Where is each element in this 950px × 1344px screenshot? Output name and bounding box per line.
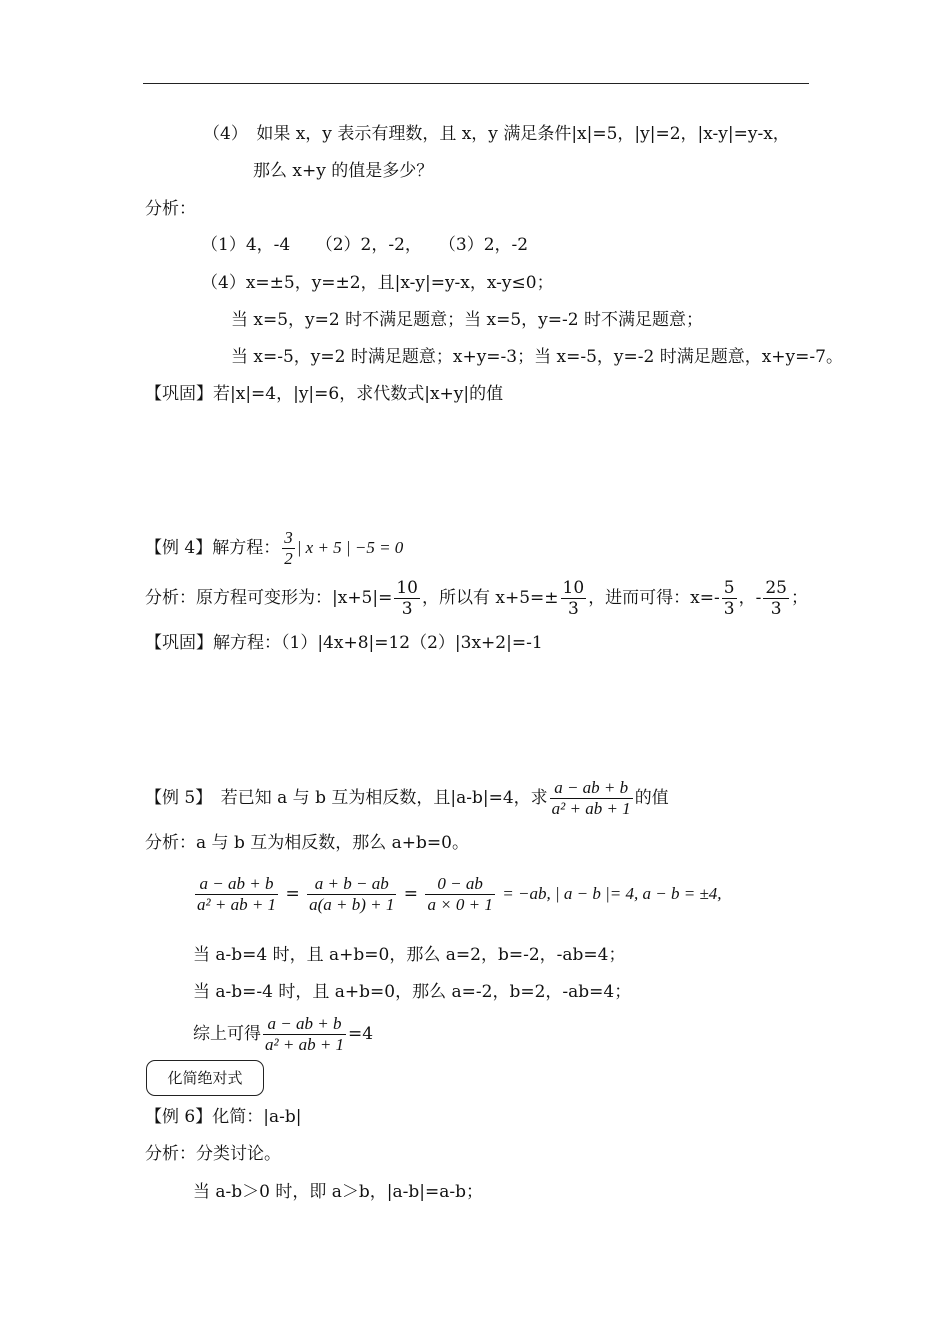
summary-text: 综上可得 <box>193 1024 261 1044</box>
fraction-expression <box>263 1014 346 1055</box>
fraction-10-3 <box>394 578 420 619</box>
example-4-label: 【例 4】解方程： <box>145 538 281 558</box>
fraction-5-3 <box>722 578 737 619</box>
answer-4-case2: 当 x=-5，y=2 时满足题意；x+y=-3；当 x=-5，y=-2 时满足题意，x+y=-7。 <box>231 347 843 367</box>
fraction-expression <box>195 874 278 915</box>
example-4-equation: | x + 5 | −5 = 0 <box>296 538 404 557</box>
example-6-analysis: 分析：分类讨论。 <box>145 1144 281 1164</box>
example-5-analysis: 分析：a 与 b 互为相反数，那么 a+b=0。 <box>145 833 469 853</box>
example-5-summary <box>193 1014 373 1055</box>
fraction-denominator: a² + ab + 1 <box>551 799 631 818</box>
fraction-numerator: 10 <box>562 578 585 598</box>
answer-4: （4）x=±5，y=±2，且|x-y|=y-x，x-y≤0； <box>201 273 554 293</box>
header-rule <box>143 83 809 84</box>
fraction-numerator: 10 <box>396 578 418 598</box>
fraction-denominator: 2 <box>284 549 293 568</box>
fraction-denominator: 3 <box>723 599 735 619</box>
analysis-text: ； <box>790 588 808 608</box>
question-4-line1: （4） 如果 x，y 表示有理数，且 x，y 满足条件|x|=5，|y|=2，|x-y|=y-x， <box>203 124 790 144</box>
summary-tail: =4 <box>348 1024 374 1044</box>
example-4-analysis <box>145 578 808 619</box>
fraction-expression <box>550 778 633 819</box>
analysis-text: 分析：原方程可变形为：|x+5|= <box>145 588 393 608</box>
consolidate-2: 【巩固】解方程：（1）|4x+8|=12（2）|3x+2|=-1 <box>145 633 543 653</box>
fraction-numerator: a − ab + b <box>267 1014 342 1033</box>
fraction-25-3 <box>763 578 789 619</box>
example-5-case2: 当 a-b=-4 时，且 a+b=0，那么 a=-2，b=2，-ab=4； <box>193 982 632 1002</box>
fraction-denominator: a × 0 + 1 <box>427 895 493 914</box>
example-5-label: 【例 5】 若已知 a 与 b 互为相反数，且|a-b|=4，求 <box>145 788 548 808</box>
fraction-10-3 <box>561 578 587 619</box>
fraction-numerator: 3 <box>284 528 293 547</box>
fraction-denominator: a² + ab + 1 <box>197 895 277 914</box>
analysis-text: ，进而可得：x=- <box>588 588 720 608</box>
fraction-denominator: a² + ab + 1 <box>265 1035 345 1054</box>
fraction-numerator: 0 − ab <box>437 874 483 893</box>
fraction-numerator: a − ab + b <box>554 778 629 797</box>
fraction-denominator: 3 <box>763 598 789 619</box>
analysis-label: 分析： <box>145 199 196 219</box>
example-5-line <box>145 778 669 819</box>
example-6-label: 【例 6】化简：|a-b| <box>145 1107 302 1127</box>
consolidate-1: 【巩固】若|x|=4，|y|=6，求代数式|x+y|的值 <box>145 384 504 404</box>
fraction-denominator: a(a + b) + 1 <box>309 895 395 914</box>
example-6-case1: 当 a-b＞0 时，即 a＞b，|a-b|=a-b； <box>193 1182 484 1202</box>
section-box-label: 化简绝对式 <box>146 1060 264 1096</box>
derivation-tail: = −ab, | a − b |= 4, a − b = ±4, <box>502 884 722 903</box>
fraction-denominator: 3 <box>394 598 420 619</box>
fraction-numerator: 25 <box>765 578 787 598</box>
fraction-numerator: 5 <box>723 578 735 598</box>
example-5-case1: 当 a-b=4 时，且 a+b=0，那么 a=2，b=-2，-ab=4； <box>193 945 626 965</box>
example-5-derivation: $\frac{a - ab + b}{\text{a² + ab + 1}}$ = $\frac{a + b - ab}{a(a + b) + 1}$ = $\frac{0 - ab}{a \times 0 + 1}$ = −ab, | a − b |= 4, a − b = ±4, <box>197 874 722 914</box>
fraction-expression <box>307 874 396 915</box>
analysis-text: ，所以有 x+5=± <box>422 588 559 608</box>
fraction-numerator: a + b − ab <box>314 874 389 893</box>
answer-4-case1: 当 x=5，y=2 时不满足题意；当 x=5，y=-2 时不满足题意； <box>231 310 703 330</box>
answers-1-3: （1）4，-4 （2）2，-2， （3）2，-2 <box>201 235 529 255</box>
fraction-expression <box>425 874 494 915</box>
fraction-denominator: 3 <box>561 598 587 619</box>
question-4-line2: 那么 x+y 的值是多少？ <box>253 161 434 181</box>
fraction-3-2 <box>282 528 295 569</box>
fraction-numerator: a − ab + b <box>199 874 274 893</box>
example-5-tail: 的值 <box>634 788 669 808</box>
example-4-line <box>145 528 403 569</box>
analysis-text: ，- <box>738 588 762 608</box>
